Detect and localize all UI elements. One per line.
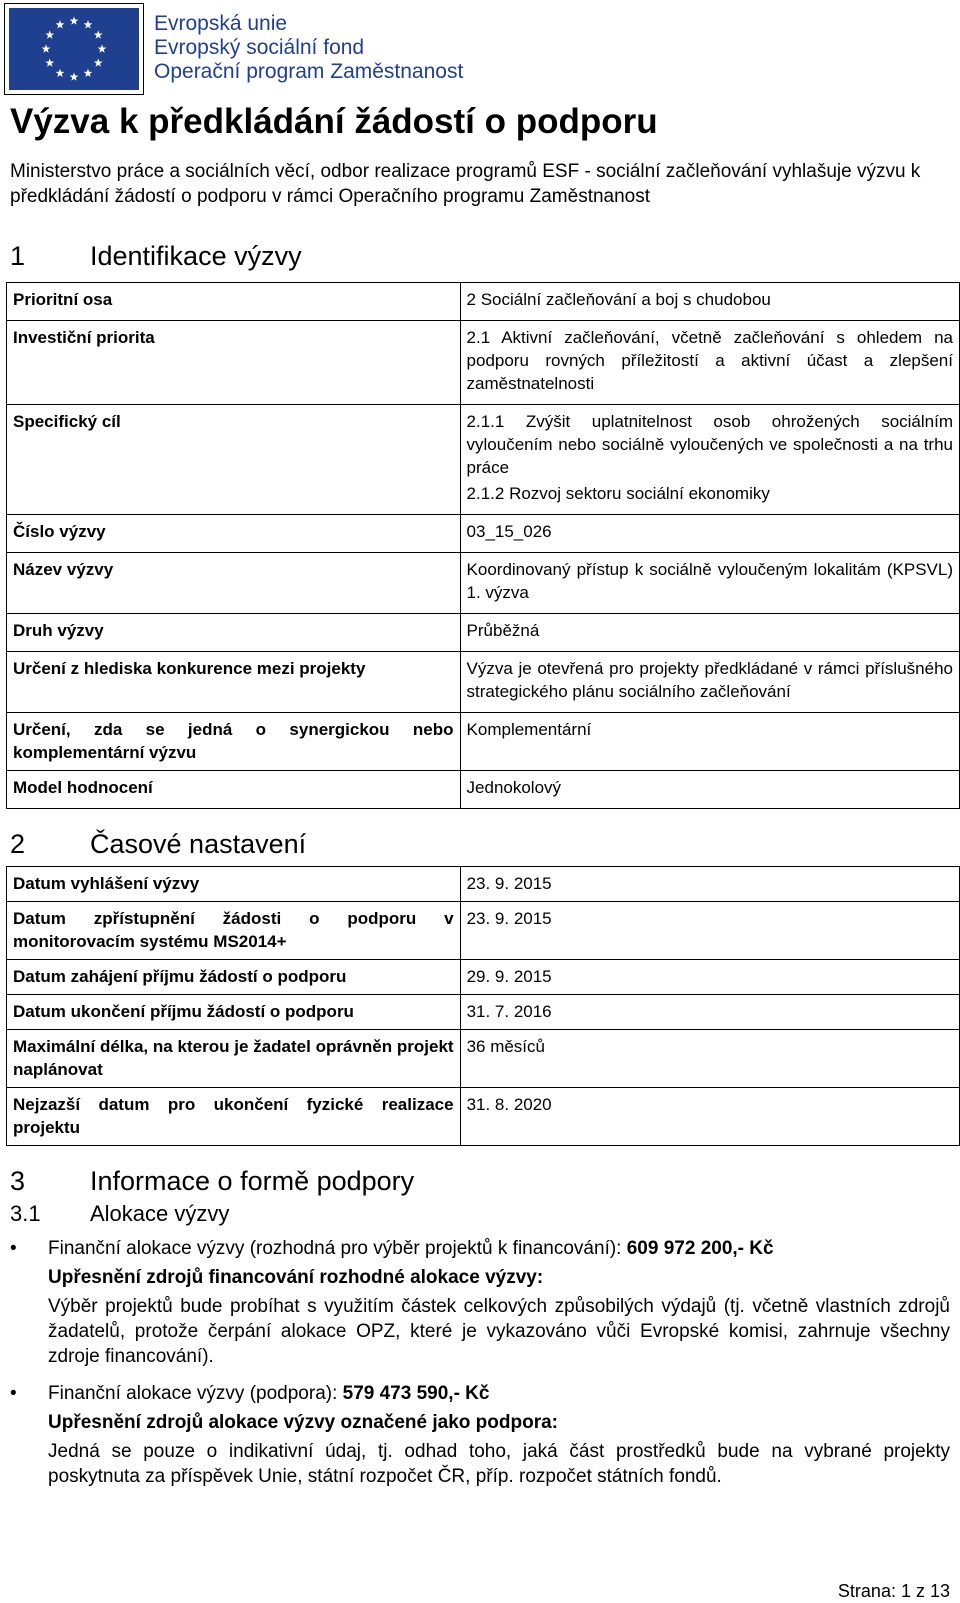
allocation-amount: 609 972 200,- Kč [626,1238,774,1259]
row-value [460,515,959,553]
section-title: Identifikace výzvy [90,241,302,271]
row-label: Číslo výzvy [7,515,461,553]
list-item [10,1381,950,1489]
value-line: 2.1.1 Zvýšit uplatnitelnost osob ohrožených sociálním vyloučením nebo sociálně vyloučených ve společnosti a na trhu práce [466,412,953,477]
value-line: 03_15_026 [466,522,552,541]
bullet-icon: • [10,1238,17,1259]
row-value [460,652,959,713]
star-icon [56,20,65,28]
row-label: Určení, zda se jedná o synergickou nebo komplementární výzvu [7,713,461,771]
row-label: Maximální délka, na kterou je žadatel oprávněn projekt naplánovat [7,1030,461,1088]
row-label: Datum zahájení příjmu žádostí o podporu [7,960,461,995]
subsection-number: 3.1 [10,1201,41,1226]
star-icon [94,58,103,66]
section-title: Informace o formě podpory [90,1166,415,1196]
star-icon [70,72,79,80]
allocation-text: Finanční alokace výzvy (podpora): [48,1383,343,1404]
table-row [7,405,960,515]
allocation-text: Finanční alokace výzvy (rozhodná pro výběr projektů k financování): [48,1238,627,1259]
section-title: Časové nastavení [90,829,307,859]
subsection-heading-allocation [10,1200,229,1228]
table-row [7,553,960,614]
bullet-icon: • [10,1383,17,1404]
eu-stars-icon [9,8,139,90]
table-row [7,515,960,553]
section-number: 1 [10,241,26,271]
table-row [7,1030,960,1088]
allocation-amount: 579 473 590,- Kč [342,1383,490,1404]
table-row [7,321,960,405]
allocation-list [10,1236,950,1501]
subsection-title: Alokace výzvy [90,1201,230,1226]
section-number: 2 [10,829,26,859]
star-icon [45,30,54,38]
timing-table [6,866,960,1146]
logo-line: Evropská unie [154,12,288,35]
star-icon [45,58,54,66]
logo-text [154,12,463,84]
section-number: 3 [10,1166,26,1196]
row-label: Investiční priorita [7,321,461,405]
section-heading-identification [10,240,302,272]
section-heading-timing [10,828,306,860]
row-value: 23. 9. 2015 [460,867,959,902]
row-label: Název výzvy [7,553,461,614]
logo-line: Evropský sociální fond [154,36,365,59]
row-value [460,713,959,771]
row-value [460,283,959,321]
table-row [7,867,960,902]
table-row [7,771,960,809]
star-icon [94,30,103,38]
row-value: 31. 8. 2020 [460,1088,959,1146]
star-icon [70,16,79,24]
eu-flag [4,3,144,95]
identification-table [6,282,960,809]
value-line: Koordinovaný přístup k sociálně vyloučeným lokalitám (KPSVL) 1. výzva [466,560,953,602]
row-label: Datum zpřístupnění žádosti o podporu v monitorovacím systému MS2014+ [7,902,461,960]
row-label: Určení z hlediska konkurence mezi projekty [7,652,461,713]
allocation-sub-label: Upřesnění zdrojů alokace výzvy označené jako podpora: [48,1412,558,1433]
page-number: Strana: 1 z 13 [837,1581,950,1601]
intro-text: Ministerstvo práce a sociálních věcí, odbor realizace programů ESF - sociální začleňování vyhlašuje výzvu k předkládání žádostí o podporu v rámci Operačního programu Zaměstnanost [10,161,921,207]
row-label: Datum ukončení příjmu žádostí o podporu [7,995,461,1030]
allocation-sub-label: Upřesnění zdrojů financování rozhodné alokace výzvy: [48,1267,544,1288]
logo-line: Operační program Zaměstnanost [154,60,464,83]
section-heading-support-form [10,1165,414,1197]
table-row [7,652,960,713]
star-icon [56,69,65,77]
table-row [7,614,960,652]
row-value [460,614,959,652]
star-icon [42,44,51,52]
table-row [7,960,960,995]
allocation-line [48,1236,950,1261]
row-label: Specifický cíl [7,405,461,515]
value-line: 2 Sociální začleňování a boj s chudobou [466,290,771,309]
value-line: Výzva je otevřená pro projekty předkládané v rámci příslušného strategického plánu sociálního začleňování [466,659,953,701]
value-line: Jednokolový [466,778,562,797]
table-row [7,283,960,321]
allocation-line [48,1381,950,1406]
row-label: Model hodnocení [7,771,461,809]
row-value: 29. 9. 2015 [460,960,959,995]
row-value [460,553,959,614]
list-item [10,1236,950,1369]
value-line: 2.1.2 Rozvoj sektoru sociální ekonomiky [466,484,770,503]
value-line: Průběžná [466,621,540,640]
row-label: Druh výzvy [7,614,461,652]
table-row [7,995,960,1030]
page-title: Výzva k předkládání žádostí o podporu [10,102,658,141]
table-row [7,1088,960,1146]
row-value [460,405,959,515]
row-value [460,321,959,405]
row-value: 23. 9. 2015 [460,902,959,960]
star-icon [98,44,107,52]
table-row [7,713,960,771]
row-label: Nejzazší datum pro ukončení fyzické realizace projektu [7,1088,461,1146]
row-value: 31. 7. 2016 [460,995,959,1030]
row-value [460,771,959,809]
allocation-paragraph: Jedná se pouze o indikativní údaj, tj. odhad toho, jaká část prostředků bude na vybrané projekty poskytnuta za příspěvek Unie, státní rozpočet ČR, příp. rozpočet státních fondů. [48,1441,950,1487]
allocation-paragraph: Výběr projektů bude probíhat s využitím částek celkových způsobilých výdajů (tj. včetně vlastních zdrojů žadatelů, protože čerpání alokace OPZ, které je vykazováno vůči Evropské komisi, zahrnuje všechny zdroje financování). [48,1296,950,1367]
row-label: Datum vyhlášení výzvy [7,867,461,902]
star-icon [84,20,93,28]
value-line: Komplementární [466,720,592,739]
row-label: Prioritní osa [7,283,461,321]
value-line: 2.1 Aktivní začleňování, včetně začleňování s ohledem na podporu rovných příležitostí a aktivní účast a zlepšení zaměstnatelnosti [466,328,953,393]
star-icon [84,69,93,77]
table-row [7,902,960,960]
eu-logo [4,3,954,95]
row-value: 36 měsíců [460,1030,959,1088]
